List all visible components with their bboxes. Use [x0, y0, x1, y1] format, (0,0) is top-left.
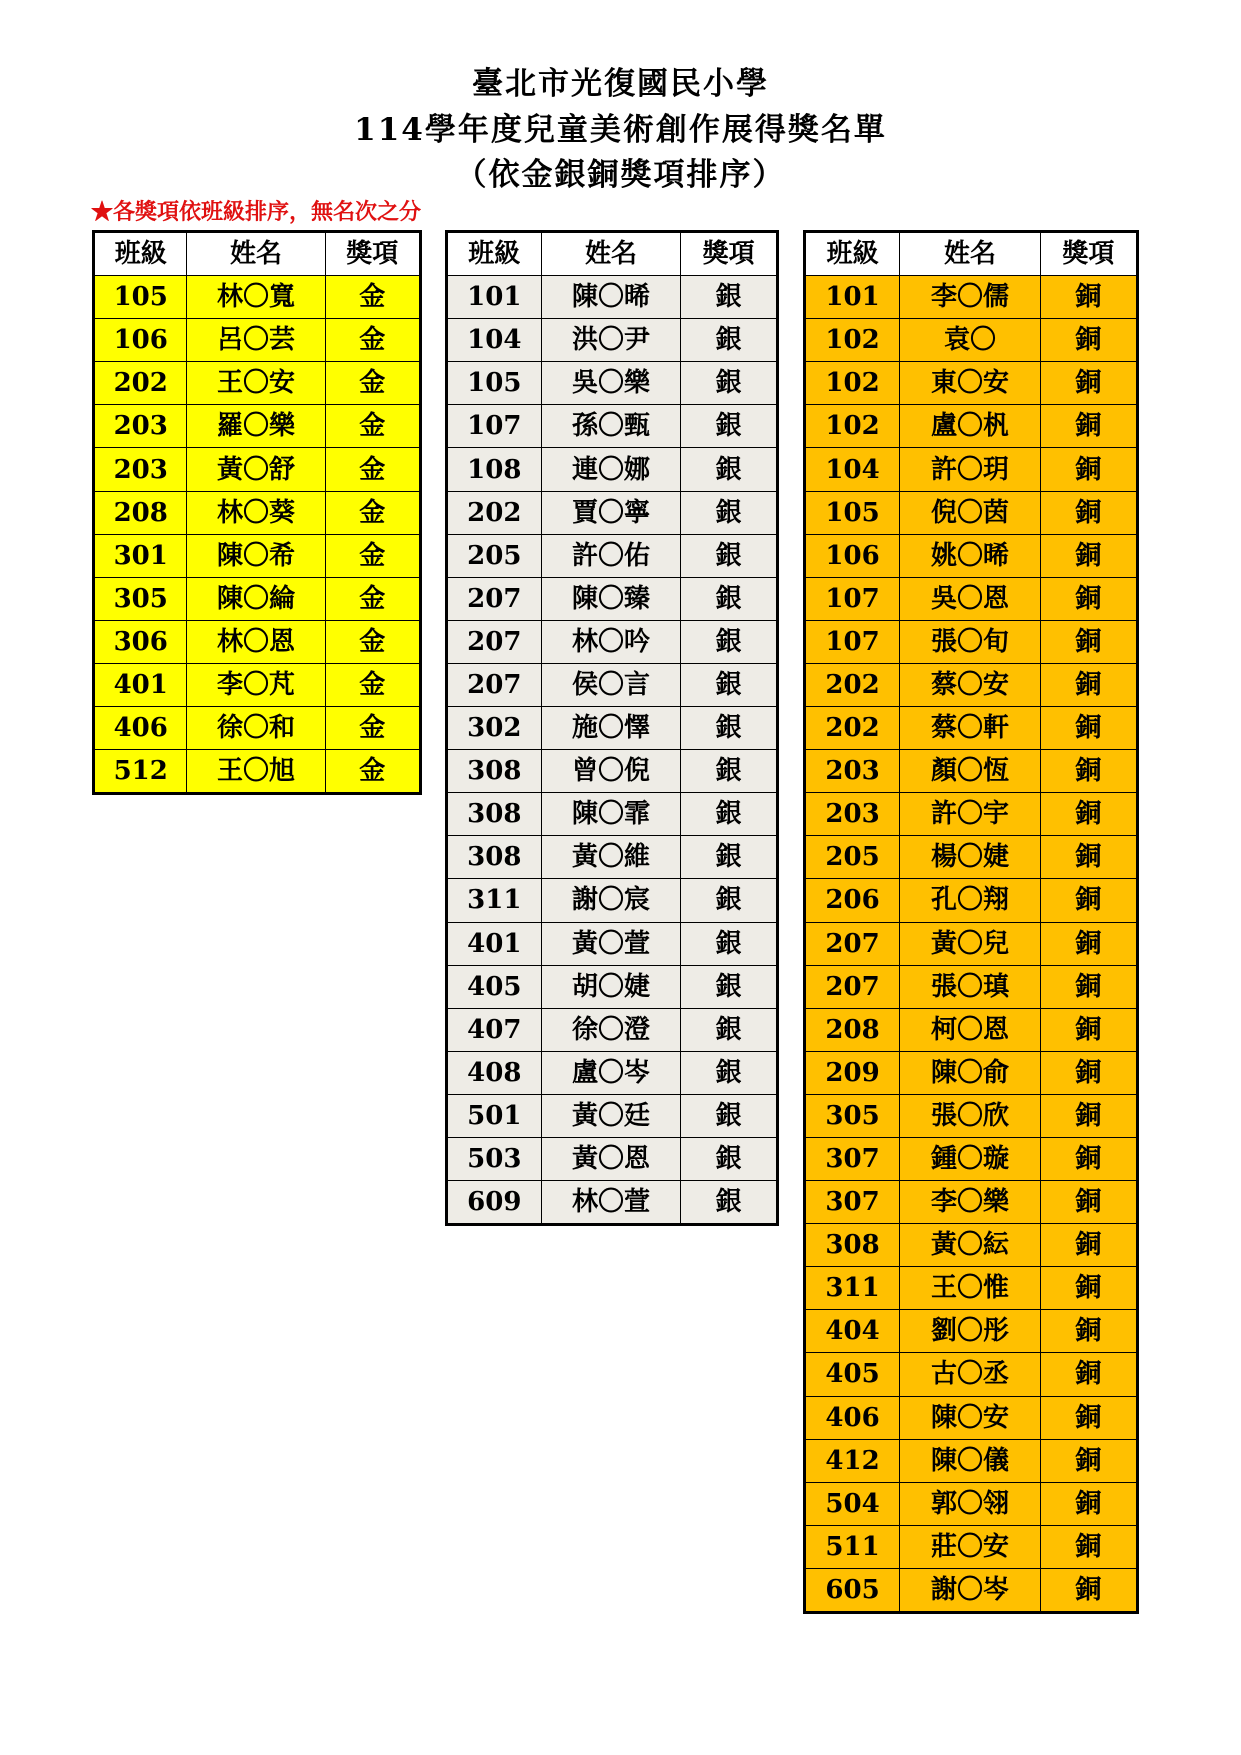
- award-cell: 銅: [1040, 620, 1137, 663]
- class-cell: 202: [805, 663, 900, 706]
- document-title: 114學年度兒童美術創作展得獎名單: [354, 112, 887, 148]
- award-cell: 銀: [681, 836, 778, 879]
- class-cell: 207: [805, 922, 900, 965]
- document-subtitle: （依金銀銅獎項排序）: [455, 157, 786, 193]
- class-cell: 306: [94, 620, 187, 663]
- student-name-cell: 許〇佑: [541, 534, 681, 577]
- class-cell: 104: [805, 448, 900, 491]
- class-cell: 203: [805, 750, 900, 793]
- class-cell: 408: [447, 1051, 542, 1094]
- class-cell: 202: [94, 362, 187, 405]
- award-cell: 銅: [1040, 793, 1137, 836]
- award-cell: 銅: [1040, 1568, 1137, 1612]
- award-cell: 銀: [681, 1137, 778, 1180]
- class-cell: 101: [447, 276, 542, 319]
- award-cell: 銅: [1040, 1008, 1137, 1051]
- award-cell: 銅: [1040, 1353, 1137, 1396]
- award-cell: 金: [325, 319, 420, 362]
- table-row: [805, 405, 1138, 448]
- class-cell: 405: [805, 1353, 900, 1396]
- table-row: [94, 663, 421, 706]
- award-cell: 銀: [681, 491, 778, 534]
- student-name-cell: 盧〇杋: [900, 405, 1041, 448]
- class-cell: 107: [805, 620, 900, 663]
- student-name-cell: 陳〇綸: [187, 577, 325, 620]
- header-class: 班級: [447, 232, 542, 276]
- table-row: [447, 1137, 778, 1180]
- student-name-cell: 黃〇兒: [900, 922, 1041, 965]
- student-name-cell: 曾〇倪: [541, 750, 681, 793]
- school-name: 臺北市光復國民小學: [472, 66, 769, 102]
- award-cell: 銅: [1040, 1051, 1137, 1094]
- table-row: [447, 965, 778, 1008]
- table-header-row: [94, 232, 421, 276]
- student-name-cell: 黃〇恩: [541, 1137, 681, 1180]
- student-name-cell: 吳〇恩: [900, 577, 1041, 620]
- award-cell: 銅: [1040, 319, 1137, 362]
- table-row: [805, 879, 1138, 922]
- class-cell: 406: [94, 707, 187, 750]
- award-cell: 銅: [1040, 750, 1137, 793]
- student-name-cell: 林〇吟: [541, 620, 681, 663]
- student-name-cell: 劉〇彤: [900, 1310, 1041, 1353]
- class-cell: 208: [94, 491, 187, 534]
- award-cell: 銀: [681, 663, 778, 706]
- student-name-cell: 陳〇安: [900, 1396, 1041, 1439]
- table-row: [94, 750, 421, 794]
- class-cell: 102: [805, 319, 900, 362]
- award-cell: 銅: [1040, 362, 1137, 405]
- table-row: [447, 793, 778, 836]
- class-cell: 102: [805, 362, 900, 405]
- header-class: 班級: [94, 232, 187, 276]
- class-cell: 301: [94, 534, 187, 577]
- student-name-cell: 黃〇舒: [187, 448, 325, 491]
- table-row: [447, 534, 778, 577]
- class-cell: 104: [447, 319, 542, 362]
- award-cell: 銀: [681, 405, 778, 448]
- class-cell: 511: [805, 1525, 900, 1568]
- table-row: [805, 1181, 1138, 1224]
- student-name-cell: 許〇宇: [900, 793, 1041, 836]
- award-cell: 金: [325, 276, 420, 319]
- award-cell: 金: [325, 663, 420, 706]
- award-cell: 金: [325, 491, 420, 534]
- award-cell: 銅: [1040, 1439, 1137, 1482]
- student-name-cell: 侯〇言: [541, 663, 681, 706]
- class-cell: 609: [447, 1181, 542, 1225]
- class-cell: 105: [447, 362, 542, 405]
- table-row: [447, 1181, 778, 1225]
- student-name-cell: 賈〇寧: [541, 491, 681, 534]
- class-cell: 406: [805, 1396, 900, 1439]
- class-cell: 106: [94, 319, 187, 362]
- award-cell: 銀: [681, 965, 778, 1008]
- award-cell: 金: [325, 448, 420, 491]
- class-cell: 107: [805, 577, 900, 620]
- table-row: [805, 362, 1138, 405]
- table-row: [94, 319, 421, 362]
- student-name-cell: 姚〇晞: [900, 534, 1041, 577]
- table-row: [447, 319, 778, 362]
- class-cell: 307: [805, 1137, 900, 1180]
- class-cell: 308: [447, 750, 542, 793]
- table-row: [805, 1310, 1138, 1353]
- student-name-cell: 陳〇臻: [541, 577, 681, 620]
- student-name-cell: 盧〇岑: [541, 1051, 681, 1094]
- student-name-cell: 黃〇廷: [541, 1094, 681, 1137]
- student-name-cell: 張〇欣: [900, 1094, 1041, 1137]
- class-cell: 308: [447, 836, 542, 879]
- table-row: [805, 1525, 1138, 1568]
- class-cell: 208: [805, 1008, 900, 1051]
- award-cell: 銅: [1040, 1310, 1137, 1353]
- class-cell: 107: [447, 405, 542, 448]
- student-name-cell: 林〇萱: [541, 1181, 681, 1225]
- student-name-cell: 黃〇萱: [541, 922, 681, 965]
- award-cell: 銅: [1040, 276, 1137, 319]
- award-cell: 金: [325, 577, 420, 620]
- table-row: [94, 448, 421, 491]
- award-cell: 銅: [1040, 922, 1137, 965]
- student-name-cell: 陳〇晞: [541, 276, 681, 319]
- award-cell: 銀: [681, 577, 778, 620]
- class-cell: 207: [447, 663, 542, 706]
- gold-award-table: [92, 230, 422, 795]
- class-cell: 206: [805, 879, 900, 922]
- table-row: [447, 577, 778, 620]
- award-cell: 銀: [681, 620, 778, 663]
- award-cell: 金: [325, 405, 420, 448]
- award-cell: 金: [325, 534, 420, 577]
- student-name-cell: 顏〇恆: [900, 750, 1041, 793]
- award-cell: 銅: [1040, 448, 1137, 491]
- table-row: [447, 362, 778, 405]
- student-name-cell: 謝〇岑: [900, 1568, 1041, 1612]
- class-cell: 404: [805, 1310, 900, 1353]
- header-award: 獎項: [681, 232, 778, 276]
- student-name-cell: 鍾〇璇: [900, 1137, 1041, 1180]
- award-cell: 銀: [681, 750, 778, 793]
- student-name-cell: 袁〇: [900, 319, 1041, 362]
- class-cell: 101: [805, 276, 900, 319]
- table-row: [805, 577, 1138, 620]
- class-cell: 401: [94, 663, 187, 706]
- award-cell: 銅: [1040, 663, 1137, 706]
- table-row: [447, 448, 778, 491]
- award-cell: 銅: [1040, 491, 1137, 534]
- class-cell: 205: [447, 534, 542, 577]
- student-name-cell: 古〇丞: [900, 1353, 1041, 1396]
- table-row: [805, 1008, 1138, 1051]
- table-row: [447, 276, 778, 319]
- award-cell: 銀: [681, 534, 778, 577]
- table-row: [94, 707, 421, 750]
- class-cell: 412: [805, 1439, 900, 1482]
- header-class: 班級: [805, 232, 900, 276]
- award-cell: 銅: [1040, 1525, 1137, 1568]
- award-cell: 銀: [681, 1008, 778, 1051]
- table-row: [805, 1568, 1138, 1612]
- table-row: [447, 405, 778, 448]
- student-name-cell: 陳〇俞: [900, 1051, 1041, 1094]
- student-name-cell: 林〇恩: [187, 620, 325, 663]
- award-cell: 銀: [681, 922, 778, 965]
- award-cell: 銅: [1040, 1396, 1137, 1439]
- award-cell: 銅: [1040, 879, 1137, 922]
- student-name-cell: 李〇芃: [187, 663, 325, 706]
- table-row: [447, 922, 778, 965]
- sorting-note: ★各獎項依班級排序，無名次之分: [91, 199, 422, 225]
- award-cell: 銀: [681, 879, 778, 922]
- class-cell: 203: [94, 448, 187, 491]
- student-name-cell: 王〇安: [187, 362, 325, 405]
- table-row: [447, 1008, 778, 1051]
- class-cell: 605: [805, 1568, 900, 1612]
- award-cell: 金: [325, 362, 420, 405]
- student-name-cell: 蔡〇軒: [900, 707, 1041, 750]
- class-cell: 308: [447, 793, 542, 836]
- student-name-cell: 楊〇婕: [900, 836, 1041, 879]
- award-cell: 銀: [681, 1181, 778, 1225]
- table-row: [805, 1137, 1138, 1180]
- header-name: 姓名: [900, 232, 1041, 276]
- student-name-cell: 連〇娜: [541, 448, 681, 491]
- class-cell: 401: [447, 922, 542, 965]
- award-cell: 銀: [681, 448, 778, 491]
- table-row: [805, 1267, 1138, 1310]
- student-name-cell: 胡〇婕: [541, 965, 681, 1008]
- class-cell: 308: [805, 1224, 900, 1267]
- award-cell: 金: [325, 707, 420, 750]
- student-name-cell: 羅〇樂: [187, 405, 325, 448]
- header-name: 姓名: [541, 232, 681, 276]
- table-row: [805, 1439, 1138, 1482]
- student-name-cell: 施〇懌: [541, 707, 681, 750]
- class-cell: 501: [447, 1094, 542, 1137]
- table-row: [805, 922, 1138, 965]
- student-name-cell: 呂〇芸: [187, 319, 325, 362]
- student-name-cell: 蔡〇安: [900, 663, 1041, 706]
- class-cell: 205: [805, 836, 900, 879]
- table-row: [805, 836, 1138, 879]
- award-cell: 銅: [1040, 1267, 1137, 1310]
- class-cell: 311: [805, 1267, 900, 1310]
- student-name-cell: 李〇儒: [900, 276, 1041, 319]
- table-row: [805, 491, 1138, 534]
- student-name-cell: 張〇瑱: [900, 965, 1041, 1008]
- class-cell: 202: [805, 707, 900, 750]
- student-name-cell: 孔〇翔: [900, 879, 1041, 922]
- table-row: [805, 534, 1138, 577]
- class-cell: 207: [447, 620, 542, 663]
- table-row: [805, 620, 1138, 663]
- class-cell: 102: [805, 405, 900, 448]
- student-name-cell: 王〇旭: [187, 750, 325, 794]
- table-row: [94, 534, 421, 577]
- student-name-cell: 東〇安: [900, 362, 1041, 405]
- table-row: [805, 276, 1138, 319]
- student-name-cell: 郭〇翎: [900, 1482, 1041, 1525]
- award-cell: 銅: [1040, 707, 1137, 750]
- class-cell: 105: [94, 276, 187, 319]
- student-name-cell: 黃〇維: [541, 836, 681, 879]
- header-award: 獎項: [1040, 232, 1137, 276]
- class-cell: 302: [447, 707, 542, 750]
- student-name-cell: 王〇惟: [900, 1267, 1041, 1310]
- class-cell: 108: [447, 448, 542, 491]
- student-name-cell: 謝〇宸: [541, 879, 681, 922]
- student-name-cell: 陳〇希: [187, 534, 325, 577]
- class-cell: 207: [447, 577, 542, 620]
- student-name-cell: 陳〇儀: [900, 1439, 1041, 1482]
- class-cell: 407: [447, 1008, 542, 1051]
- table-row: [805, 1051, 1138, 1094]
- table-row: [805, 1224, 1138, 1267]
- class-cell: 209: [805, 1051, 900, 1094]
- award-cell: 銀: [681, 362, 778, 405]
- table-row: [447, 707, 778, 750]
- class-cell: 105: [805, 491, 900, 534]
- award-cell: 銅: [1040, 534, 1137, 577]
- student-name-cell: 柯〇恩: [900, 1008, 1041, 1051]
- table-row: [805, 1094, 1138, 1137]
- table-row: [805, 319, 1138, 362]
- table-row: [805, 1396, 1138, 1439]
- award-cell: 銀: [681, 793, 778, 836]
- student-name-cell: 林〇寬: [187, 276, 325, 319]
- student-name-cell: 許〇玥: [900, 448, 1041, 491]
- table-row: [447, 879, 778, 922]
- student-name-cell: 吳〇樂: [541, 362, 681, 405]
- class-cell: 106: [805, 534, 900, 577]
- award-cell: 銀: [681, 1094, 778, 1137]
- table-row: [805, 793, 1138, 836]
- header-name: 姓名: [187, 232, 325, 276]
- award-cell: 銅: [1040, 836, 1137, 879]
- award-cell: 金: [325, 620, 420, 663]
- header-award: 獎項: [325, 232, 420, 276]
- table-row: [94, 620, 421, 663]
- award-cell: 金: [325, 750, 420, 794]
- table-header-row: [805, 232, 1138, 276]
- class-cell: 203: [805, 793, 900, 836]
- award-cell: 銅: [1040, 1137, 1137, 1180]
- table-row: [805, 965, 1138, 1008]
- award-cell: 銀: [681, 707, 778, 750]
- student-name-cell: 洪〇尹: [541, 319, 681, 362]
- table-row: [94, 577, 421, 620]
- class-cell: 307: [805, 1181, 900, 1224]
- table-row: [94, 276, 421, 319]
- student-name-cell: 張〇旬: [900, 620, 1041, 663]
- award-cell: 銅: [1040, 1482, 1137, 1525]
- student-name-cell: 徐〇澄: [541, 1008, 681, 1051]
- table-row: [447, 620, 778, 663]
- student-name-cell: 陳〇霏: [541, 793, 681, 836]
- table-row: [94, 491, 421, 534]
- student-name-cell: 徐〇和: [187, 707, 325, 750]
- award-cell: 銅: [1040, 1224, 1137, 1267]
- student-name-cell: 李〇樂: [900, 1181, 1041, 1224]
- table-row: [805, 1482, 1138, 1525]
- table-row: [447, 1051, 778, 1094]
- award-cell: 銀: [681, 1051, 778, 1094]
- class-cell: 305: [94, 577, 187, 620]
- table-row: [94, 405, 421, 448]
- student-name-cell: 林〇葵: [187, 491, 325, 534]
- table-header-row: [447, 232, 778, 276]
- table-row: [805, 707, 1138, 750]
- table-row: [447, 836, 778, 879]
- award-cell: 銀: [681, 276, 778, 319]
- student-name-cell: 莊〇安: [900, 1525, 1041, 1568]
- award-cell: 銅: [1040, 405, 1137, 448]
- student-name-cell: 孫〇甄: [541, 405, 681, 448]
- class-cell: 202: [447, 491, 542, 534]
- award-cell: 銀: [681, 319, 778, 362]
- award-cell: 銅: [1040, 1181, 1137, 1224]
- award-cell: 銅: [1040, 1094, 1137, 1137]
- table-row: [447, 663, 778, 706]
- class-cell: 504: [805, 1482, 900, 1525]
- table-row: [805, 663, 1138, 706]
- table-row: [447, 750, 778, 793]
- class-cell: 503: [447, 1137, 542, 1180]
- table-row: [447, 491, 778, 534]
- class-cell: 512: [94, 750, 187, 794]
- class-cell: 207: [805, 965, 900, 1008]
- silver-award-table: [445, 230, 779, 1226]
- class-cell: 305: [805, 1094, 900, 1137]
- table-row: [805, 750, 1138, 793]
- table-row: [805, 1353, 1138, 1396]
- bronze-award-table: [803, 230, 1139, 1614]
- table-row: [94, 362, 421, 405]
- student-name-cell: 倪〇茵: [900, 491, 1041, 534]
- class-cell: 203: [94, 405, 187, 448]
- table-row: [805, 448, 1138, 491]
- student-name-cell: 黃〇紜: [900, 1224, 1041, 1267]
- class-cell: 405: [447, 965, 542, 1008]
- class-cell: 311: [447, 879, 542, 922]
- award-cell: 銅: [1040, 965, 1137, 1008]
- table-row: [447, 1094, 778, 1137]
- award-cell: 銅: [1040, 577, 1137, 620]
